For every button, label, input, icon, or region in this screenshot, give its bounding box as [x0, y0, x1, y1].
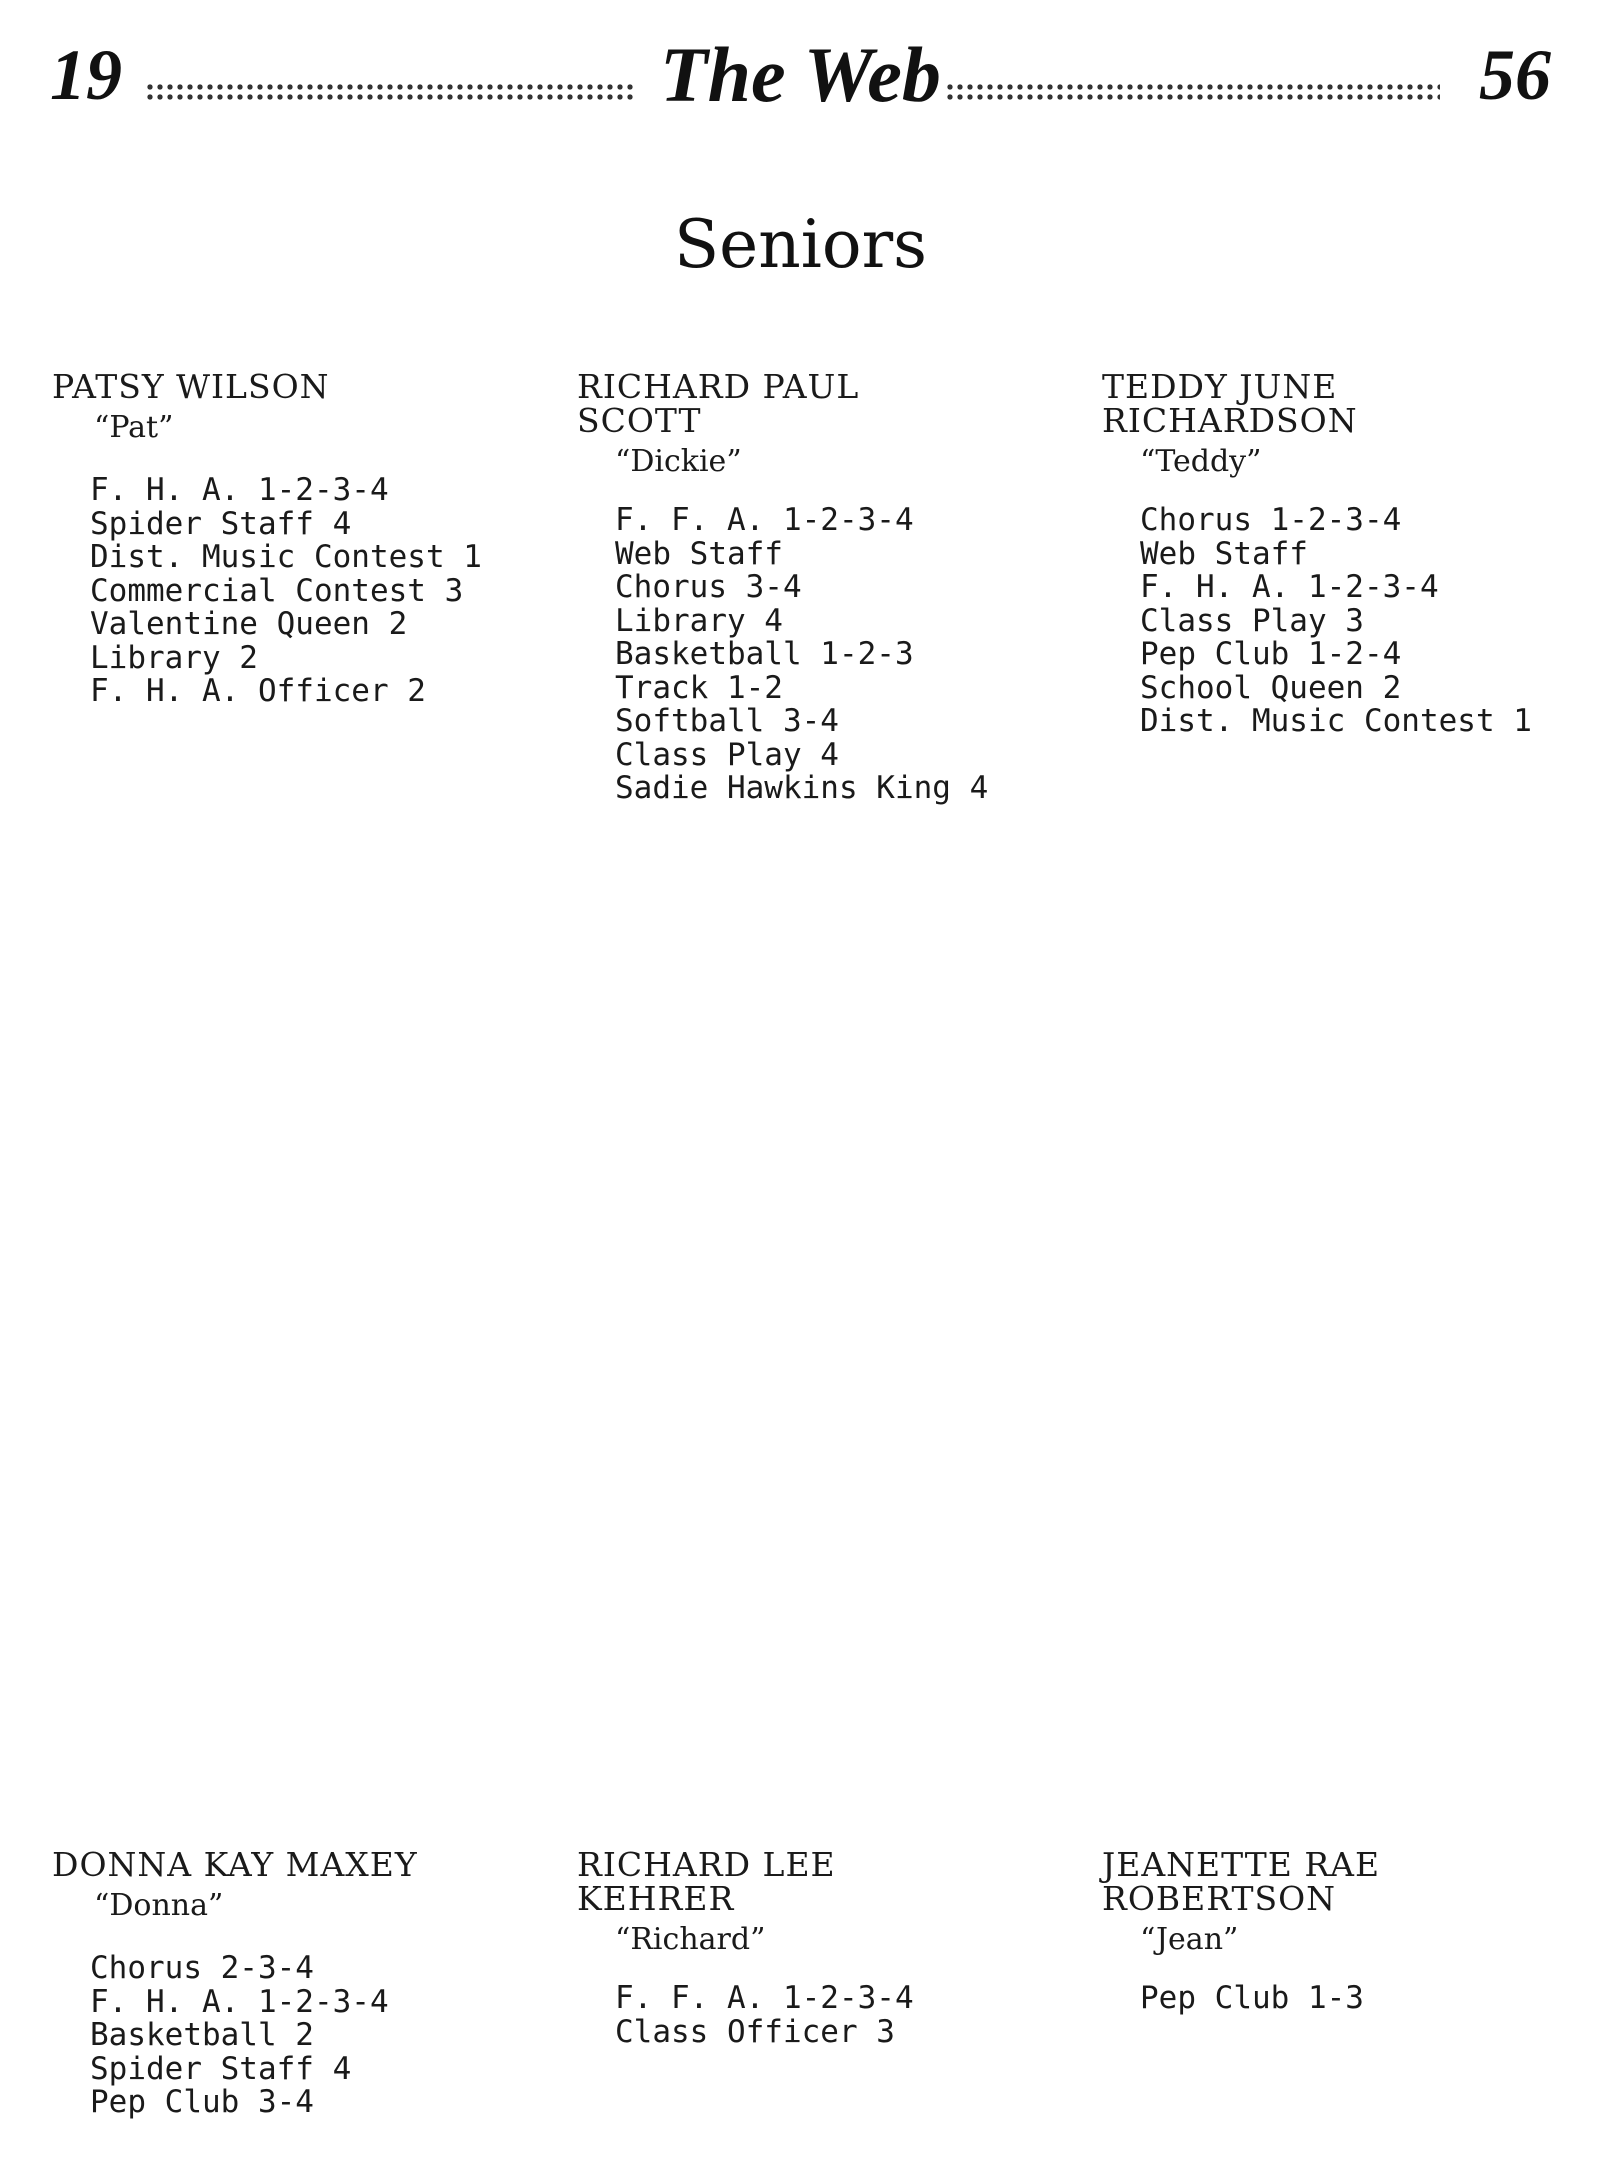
senior-name: RICHARD PAUL SCOTT — [577, 367, 860, 440]
activity-list — [615, 504, 988, 806]
activity-item: Commercial Contest 3 — [90, 572, 464, 609]
senior-nickname: “Pat” — [94, 410, 174, 445]
activity-item: Chorus 1-2-3-4 — [1140, 502, 1402, 538]
activity-item: Basketball 2 — [90, 2017, 314, 2053]
senior-entry — [577, 367, 989, 806]
activity-list — [90, 474, 482, 709]
activity-item: F. H. A. 1-2-3-4 — [90, 1983, 389, 2020]
senior-entry — [1102, 1845, 1381, 2016]
activity-item: Class Officer 3 — [615, 2013, 895, 2050]
senior-nickname: “Dickie” — [615, 444, 742, 479]
activity-item: Spider Staff 4 — [90, 505, 352, 542]
senior-entry — [1102, 367, 1532, 739]
senior-name: PATSY WILSON — [52, 367, 330, 406]
activity-item: Pep Club 1-2-4 — [1140, 636, 1402, 672]
activity-item: Library 4 — [615, 602, 783, 639]
activity-item: Sadie Hawkins King 4 — [615, 770, 989, 806]
activity-item: Pep Club 3-4 — [90, 2084, 314, 2120]
senior-nickname: “Donna” — [94, 1888, 224, 1923]
activity-item: Track 1-2 — [615, 669, 783, 706]
activity-item: Pep Club 1-3 — [1140, 1980, 1364, 2016]
activity-item: Web Staff — [1140, 535, 1308, 572]
activity-item: Class Play 4 — [615, 736, 839, 773]
activity-item: Dist. Music Contest 1 — [1140, 703, 1532, 739]
senior-name: DONNA KAY MAXEY — [52, 1845, 418, 1884]
activity-item: Class Play 3 — [1140, 602, 1364, 639]
activity-item: F. F. A. 1-2-3-4 — [615, 1980, 914, 2016]
page-header — [0, 30, 1601, 120]
header-ornament-right — [945, 82, 1440, 104]
senior-entry — [52, 367, 482, 709]
activity-item: Basketball 1-2-3 — [615, 636, 914, 672]
activity-item: Library 2 — [90, 639, 258, 676]
senior-nickname: “Richard” — [615, 1922, 766, 1957]
senior-name: JEANETTE RAE ROBERTSON — [1102, 1845, 1381, 1918]
activity-item: Chorus 2-3-4 — [90, 1950, 314, 1986]
header-year-left: 19 — [50, 35, 122, 115]
activity-item: Softball 3-4 — [615, 703, 839, 739]
activity-list — [1140, 504, 1532, 739]
activity-item: F. H. A. 1-2-3-4 — [1140, 569, 1439, 605]
header-ornament-left — [145, 82, 635, 104]
senior-entry — [52, 1845, 418, 2120]
activity-item: F. H. A. 1-2-3-4 — [90, 472, 389, 508]
activity-list — [615, 1982, 914, 2049]
activity-item: F. H. A. Officer 2 — [90, 673, 426, 709]
senior-name: RICHARD LEE KEHRER — [577, 1845, 836, 1918]
activity-item: School Queen 2 — [1140, 669, 1402, 706]
activity-list — [1140, 1982, 1380, 2016]
activity-item: Web Staff — [615, 535, 783, 572]
senior-entry — [577, 1845, 914, 2050]
activity-list — [90, 1952, 418, 2120]
header-title: The Web — [660, 31, 941, 118]
activity-item: Dist. Music Contest 1 — [90, 539, 482, 575]
senior-name: TEDDY JUNE RICHARDSON — [1102, 367, 1358, 440]
header-year-right: 56 — [1479, 35, 1551, 115]
senior-nickname: “Teddy” — [1140, 444, 1262, 479]
activity-item: F. F. A. 1-2-3-4 — [615, 502, 914, 538]
activity-item: Spider Staff 4 — [90, 2050, 352, 2087]
activity-item: Valentine Queen 2 — [90, 606, 408, 642]
activity-item: Chorus 3-4 — [615, 569, 802, 605]
page-title: Seniors — [673, 206, 928, 283]
senior-nickname: “Jean” — [1140, 1922, 1239, 1957]
